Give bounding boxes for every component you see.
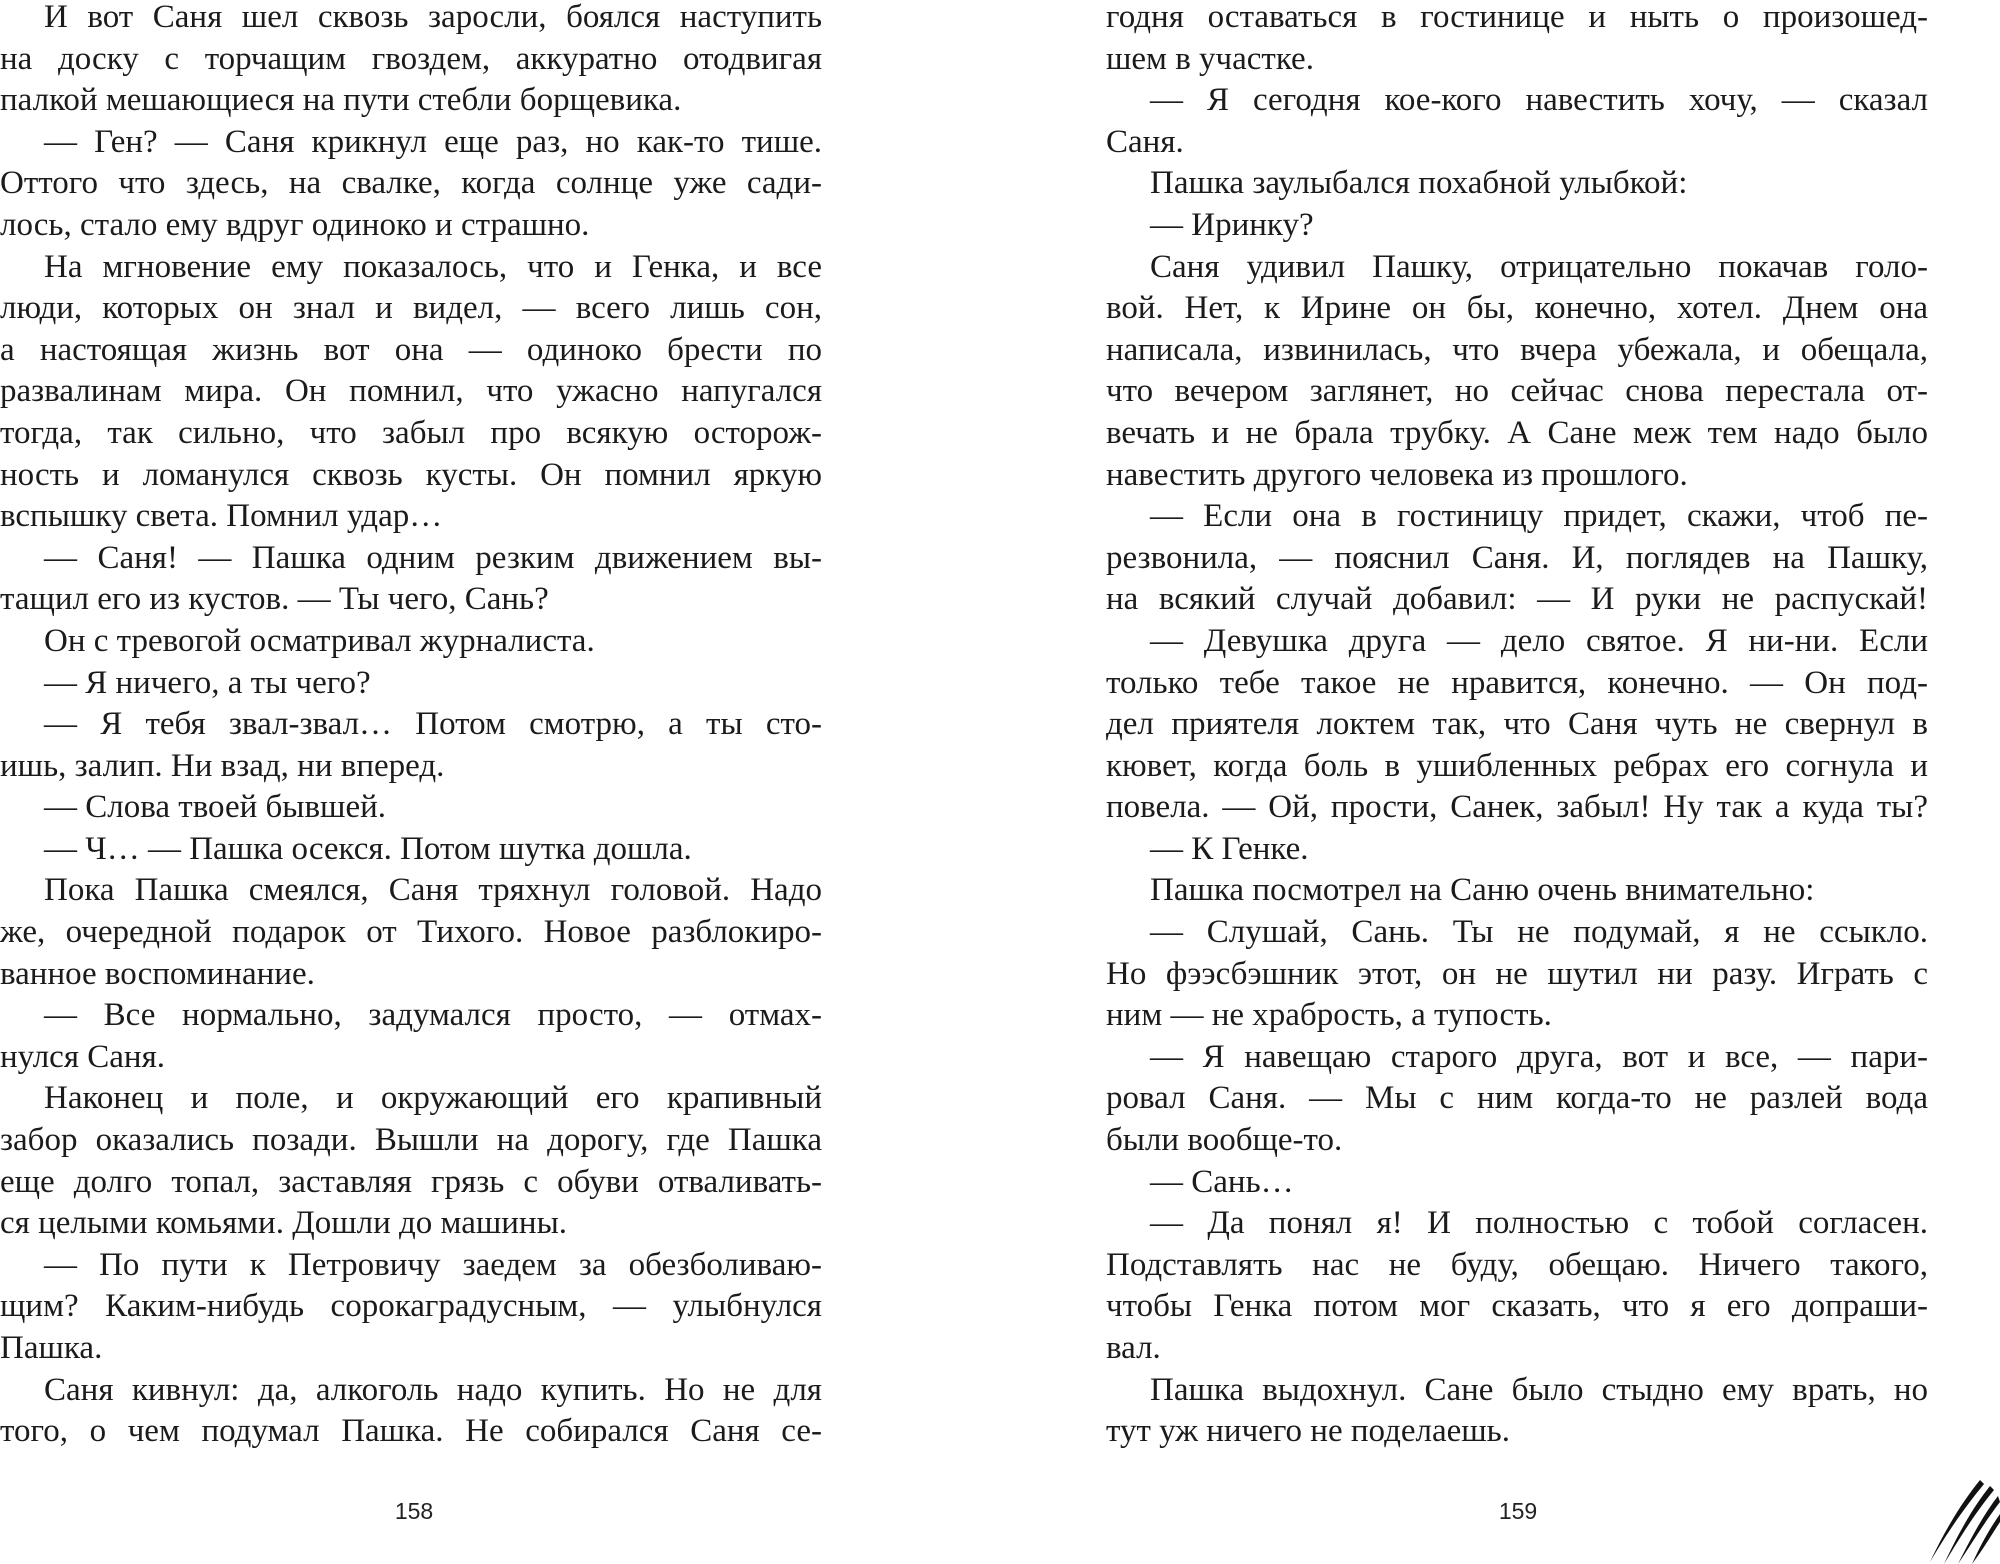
left-page-text-line: На мгновение ему показалось, что и Генка, и все — [44, 248, 822, 285]
right-page-text-line: Саня удивил Пашку, отрицательно покачав голо- — [1150, 248, 1928, 285]
left-page-text-line: Он с тревогой осматривал журналиста. — [44, 622, 595, 659]
right-page-text-line: на всякий случай добавил: — И руки не распускай! — [1106, 581, 1928, 618]
right-page-text-line: — Иринку? — [1150, 206, 1314, 243]
left-page-text-line: ванное воспоминание. — [0, 955, 315, 992]
left-page-text-line: ишь, залип. Ни взад, ни вперед. — [0, 747, 445, 784]
right-page-text-line: Подставлять нас не буду, обещаю. Ничего такого, — [1106, 1246, 1928, 1283]
right-page-text-line: вечать и не брала трубку. А Сане меж тем надо было — [1106, 414, 1928, 451]
right-page-text-line: ровал Саня. — Мы с ним когда-то не разлей вода — [1106, 1080, 1928, 1117]
right-page-text-line: тут уж ничего не поделаешь. — [1106, 1413, 1510, 1450]
right-page-text-line: годня оставаться в гостинице и ныть о произошед- — [1106, 0, 1928, 35]
left-page-text-line: — Я тебя звал-звал… Потом смотрю, а ты сто- — [44, 706, 822, 743]
left-page-text-line: вспышку света. Помнил удар… — [0, 498, 443, 535]
right-page-text-line: — Я сегодня кое-кого навестить хочу, — сказал — [1150, 82, 1928, 119]
left-page-text-line: нулся Саня. — [0, 1038, 165, 1075]
right-page-text-line: резвонила, — пояснил Саня. И, поглядев на Пашку, — [1106, 539, 1928, 576]
right-page-text-line: навестить другого человека из прошлого. — [1106, 456, 1688, 493]
left-page-text-line: забор оказались позади. Вышли на дорогу, где Пашка — [0, 1122, 822, 1159]
right-page-text-line: были вообще-то. — [1106, 1122, 1343, 1159]
right-page-text-line: — К Генке. — [1150, 830, 1309, 867]
right-page-text-line: дел приятеля локтем так, что Саня чуть не свернул в — [1106, 706, 1928, 743]
right-page-text-line: Саня. — [1106, 123, 1184, 160]
left-page-text-line: Саня кивнул: да, алкоголь надо купить. Но не для — [44, 1371, 822, 1408]
claw-scratch-icon — [1920, 1478, 2000, 1564]
right-page-text-line: повела. — Ой, прости, Санек, забыл! Ну так а куда ты? — [1106, 789, 1928, 826]
left-page-text-line: люди, которых он знал и видел, — всего лишь сон, — [0, 290, 822, 327]
right-page-text-line: Но фээсбэшник этот, он не шутил ни разу. Играть с — [1106, 955, 1928, 992]
left-page-text-line: щим? Каким-нибудь сорокаградусным, — улыбнулся — [0, 1288, 822, 1325]
left-page-text-line: а настоящая жизнь вот она — одиноко брести по — [0, 331, 822, 368]
right-page-text-line: вой. Нет, к Ирине он бы, конечно, хотел. Днем она — [1106, 290, 1928, 327]
left-page-text-line: И вот Саня шел сквозь заросли, боялся наступить — [44, 0, 822, 35]
left-page-text-line: Наконец и поле, и окружающий его крапивный — [44, 1080, 822, 1117]
right-page-text-line: ним — не храбрость, а тупость. — [1106, 997, 1552, 1034]
left-page-text-line: — Ч… — Пашка осекся. Потом шутка дошла. — [44, 830, 692, 867]
right-page-text-line: только тебе такое не нравится, конечно. — Он под- — [1106, 664, 1928, 701]
right-page-text-line: — Да понял я! И полностью с тобой согласен. — [1150, 1205, 1928, 1242]
left-page-text-line: Пока Пашка смеялся, Саня тряхнул головой. Надо — [44, 872, 822, 909]
right-page-text-line: шем в участке. — [1106, 40, 1314, 77]
left-page-text-line: же, очередной подарок от Тихого. Новое разблокиро- — [0, 914, 822, 951]
left-page-text-line: ся целыми комьями. Дошли до машины. — [0, 1205, 567, 1242]
left-page-text-line: развалинам мира. Он помнил, что ужасно напугался — [0, 373, 822, 410]
left-page-text-line: на доску с торчащим гвоздем, аккуратно отодвигая — [0, 40, 822, 77]
right-page-text-line: вал. — [1106, 1330, 1161, 1366]
left-page-text-line: палкой мешающиеся на пути стебли борщевика. — [0, 82, 682, 119]
left-page-text-line: лось, стало ему вдруг одиноко и страшно. — [0, 206, 590, 243]
right-page-text — [1106, 0, 1928, 1453]
right-page-text-line: чтобы Генка потом мог сказать, что я его допраши- — [1106, 1288, 1928, 1325]
left-page-text-line: — По пути к Петровичу заедем за обезболиваю- — [44, 1246, 822, 1283]
left-page-text — [0, 0, 822, 1453]
left-page-text-line: тащил его из кустов. — Ты чего, Сань? — [0, 581, 549, 618]
right-page-text-line: — Девушка друга — дело святое. Я ни-ни. Если — [1150, 622, 1928, 659]
right-page-text-line: — Слушай, Сань. Ты не подумай, я не ссыкло. — [1150, 914, 1928, 951]
left-page-text-line: — Ген? — Саня крикнул еще раз, но как-то тише. — [44, 123, 822, 160]
right-page-text-line: — Сань… — [1150, 1163, 1294, 1200]
right-page-text-line: — Если она в гостиницу придет, скажи, чтоб пе- — [1150, 498, 1928, 535]
right-page-text-line: написала, извинилась, что вчера убежала, и обещала, — [1106, 331, 1928, 368]
right-page-text-line: кювет, когда боль в ушибленных ребрах его согнула и — [1106, 747, 1928, 784]
right-page-text-line: что вечером заглянет, но сейчас снова перестала от- — [1106, 373, 1928, 410]
right-page-text-line: — Я навещаю старого друга, вот и все, — пари- — [1150, 1038, 1928, 1075]
left-page-text-line: еще долго топал, заставляя грязь с обуви отваливать- — [0, 1163, 822, 1200]
right-page-text-line: Пашка посмотрел на Саню очень внимательно: — [1150, 872, 1815, 909]
right-page-text-line: Пашка заулыбался похабной улыбкой: — [1150, 165, 1688, 202]
left-page-text-line: Пашка. — [0, 1330, 103, 1366]
left-page-text-line: ность и ломанулся сквозь кусты. Он помнил яркую — [0, 456, 822, 493]
left-page-text-line: — Слова твоей бывшей. — [44, 789, 387, 826]
left-page-text-line: тогда, так сильно, что забыл про всякую осторож- — [0, 414, 822, 451]
page-number-left: 158 — [394, 1498, 434, 1524]
left-page-text-line: — Саня! — Пашка одним резким движением вы- — [44, 539, 822, 576]
left-page-text-line: того, о чем подумал Пашка. Не собирался Саня се- — [0, 1413, 822, 1450]
left-page-text-line: Оттого что здесь, на свалке, когда солнце уже сади- — [0, 165, 822, 202]
left-page-text-line: — Я ничего, а ты чего? — [44, 664, 371, 701]
right-page-text-line: Пашка выдохнул. Сане было стыдно ему врать, но — [1150, 1371, 1928, 1408]
right-page — [1000, 0, 2000, 1564]
page-number-right: 159 — [1498, 1498, 1538, 1524]
left-page-text-line: — Все нормально, задумался просто, — отмах- — [44, 997, 822, 1034]
